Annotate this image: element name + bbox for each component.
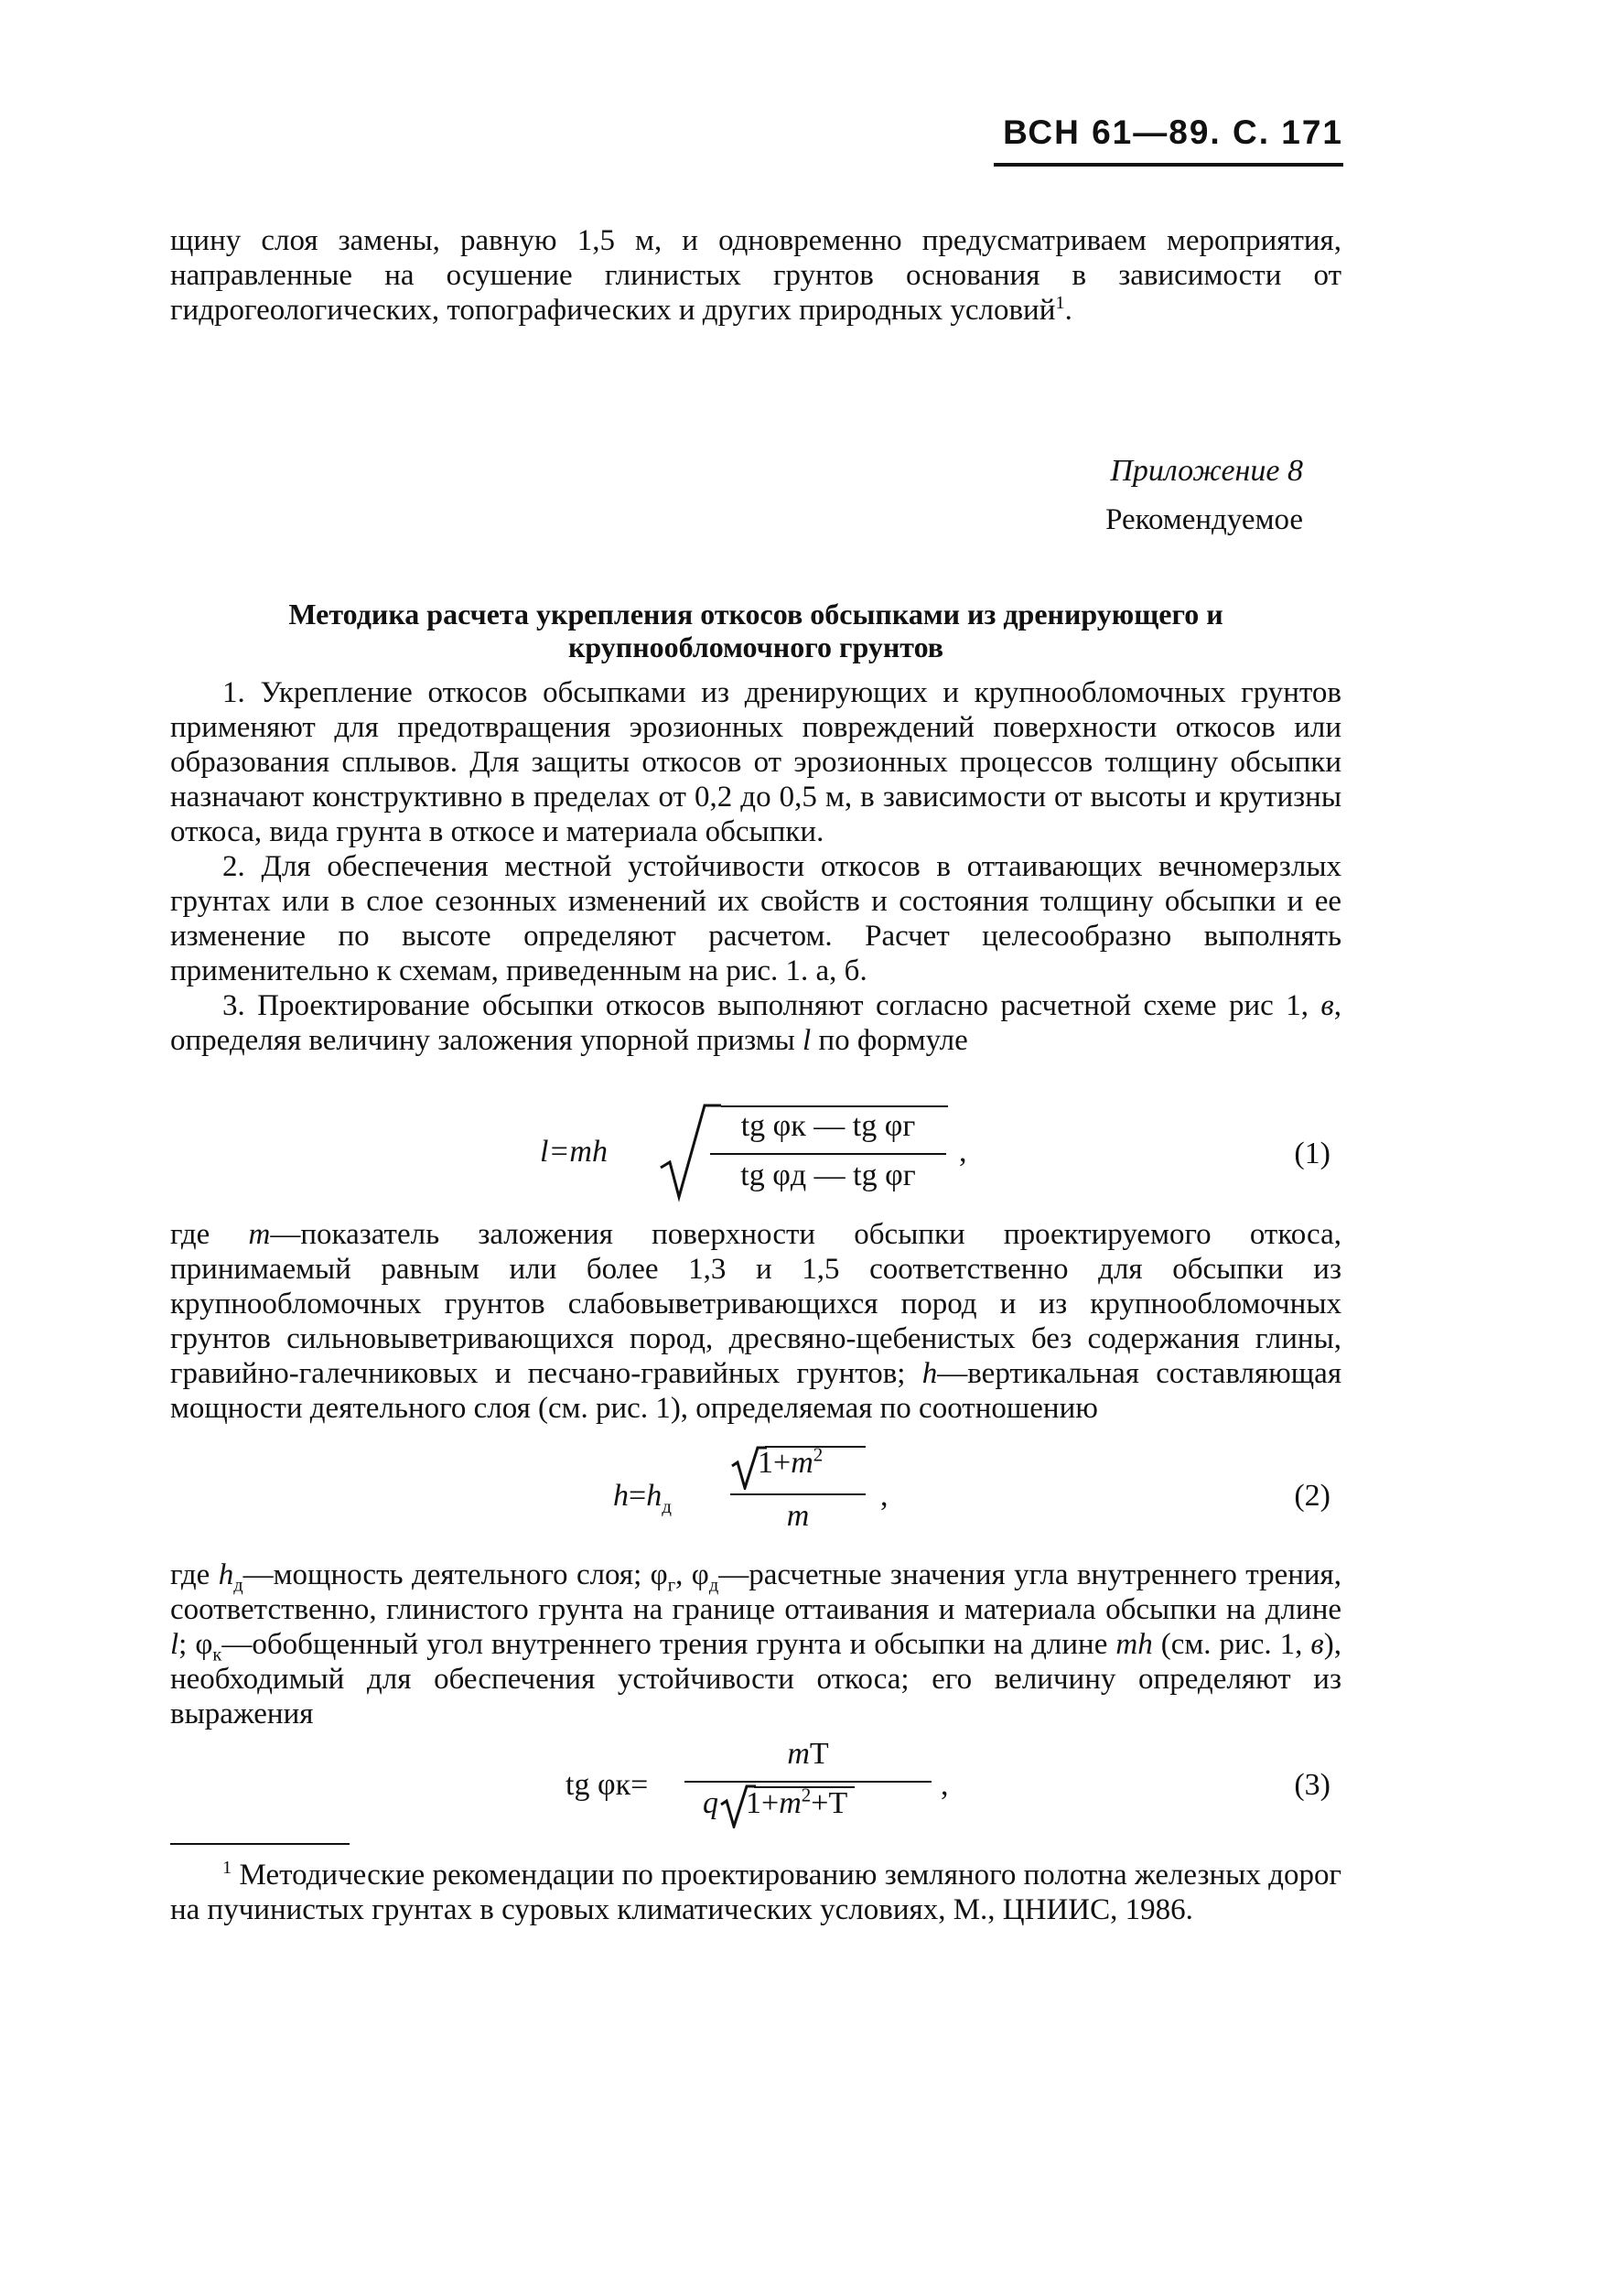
where-lead: где xyxy=(170,1218,249,1251)
equation-number-1: (1) xyxy=(1294,1137,1330,1170)
paragraph-3-text-e: по формуле xyxy=(811,1024,968,1057)
running-header xyxy=(994,113,1343,168)
formula-3-lhs: tg φк= xyxy=(566,1768,649,1802)
formula-2-lhs xyxy=(613,1479,672,1517)
footnote-ref: 1 xyxy=(1055,293,1065,313)
continuation-paragraph xyxy=(170,223,1341,328)
symbol-h-definition: —вертикальная составляющая мощности деятельного слоя (см. рис. 1), определяемая по соотношению xyxy=(170,1357,1341,1425)
formula-3-den-q: q xyxy=(703,1786,718,1820)
formula-2-explanation xyxy=(170,1558,1341,1731)
formula-2-numerator xyxy=(758,1443,824,1481)
appendix-label: Приложение 8 xyxy=(1110,454,1303,488)
formula-3-comma: , xyxy=(941,1768,949,1802)
equation-number-3: (3) xyxy=(1294,1768,1330,1802)
formula-2-num-m: m xyxy=(791,1446,813,1480)
symbol-v: в xyxy=(1310,1628,1324,1661)
header-rule xyxy=(994,163,1343,167)
formula-2-num-sup: 2 xyxy=(813,1443,824,1466)
symbol-h: h xyxy=(921,1357,938,1390)
paragraph-3 xyxy=(170,988,1341,1058)
explanation-text-2: , φ xyxy=(675,1558,709,1591)
paragraph-3-text-c: , определяя величину заложения упорной призмы xyxy=(170,989,1341,1057)
section-body-1 xyxy=(170,675,1341,1058)
formula-1 xyxy=(540,1102,970,1202)
fraction-bar xyxy=(684,1781,932,1783)
formula-2-h: h xyxy=(613,1479,629,1513)
appendix-status: Рекомендуемое xyxy=(1105,503,1303,536)
formula-3-num-m: m xyxy=(787,1737,810,1771)
symbol-m: m xyxy=(248,1218,271,1251)
symbol-m-definition: —показатель заложения поверхности обсыпки проектируемого откоса, принимаемый равным или более 1,3 и 1,5 соответственно для обсыпки из крупнообломочных грунтов слабовыветривающихся пород и из крупнообломочных грунтов сильновыветривающихся пород, дресвяно-щебенистых без содержания глины, гравийно-галечниковых и песчано-гравийных грунтов; xyxy=(170,1218,1341,1390)
continuation-end: . xyxy=(1064,294,1072,327)
paragraph-1: 1. Укрепление откосов обсыпками из дренирующих и крупнообломочных грунтов применяют для предотвращения эрозионных повреждений поверхности откосов или образования сплывов. Для защиты откосов от эрозионных процессов толщину обсыпки назначают конструктивно в пределах от 0,2 до 0,5 м, в зависимости от высоты и крутизны откоса, вида грунта в откосе и материала обсыпки. xyxy=(170,676,1341,848)
formula-2-hd-sub: д xyxy=(662,1494,672,1517)
formula-2-hd: h xyxy=(646,1479,662,1513)
formula-3-numerator xyxy=(684,1737,932,1772)
paragraph-3-var-v: в xyxy=(1320,989,1334,1022)
formula-1-explanation xyxy=(170,1217,1341,1426)
formula-1-numerator: tg φк — tg φг xyxy=(740,1109,916,1143)
paragraph-3-var-l: l xyxy=(802,1024,812,1057)
paragraph-3-text-a: 3. Проектирование обсыпки откосов выполняют согласно расчетной схеме рис 1, xyxy=(222,989,1321,1022)
formula-3-den-b: +T xyxy=(811,1786,848,1820)
symbol-hd-sub: д xyxy=(233,1575,243,1596)
symbol-hd: h xyxy=(218,1558,234,1591)
radical-overbar xyxy=(721,1105,948,1107)
footnote-marker: 1 xyxy=(222,1858,232,1878)
formula-3-den-m: m xyxy=(779,1786,802,1820)
radical-sign xyxy=(657,1102,721,1202)
footnote xyxy=(170,1858,1341,1927)
sub-g: г xyxy=(667,1575,676,1596)
continuation-text: щину слоя замены, равную 1,5 м, и одновременно предусматриваем мероприятия, направленные на осушение глинистых грунтов основания в зависимости от гидрогеологических, топографических и других природных условий xyxy=(170,224,1341,327)
formula-3-den-a: 1+ xyxy=(746,1786,780,1820)
formula-2-num-a: 1+ xyxy=(758,1446,792,1480)
fraction-bar xyxy=(710,1153,946,1155)
paragraph-2: 2. Для обеспечения местной устойчивости откосов в оттаивающих вечномерзлых грунтах или в слое сезонных изменений их свойств и состояния толщину обсыпки и ее изменение по высоте определяют расчетом. Расчет целесообразно выполнять применительно к схемам, приведенным на рис. 1. а, б. xyxy=(170,850,1341,987)
equation-number-2: (2) xyxy=(1294,1479,1330,1513)
footnote-rule xyxy=(170,1843,350,1845)
sub-d: д xyxy=(708,1575,719,1596)
fraction-bar xyxy=(730,1493,866,1495)
explanation-text-6: (см. рис. 1, xyxy=(1152,1628,1311,1661)
where-lead: где xyxy=(170,1558,219,1591)
symbol-mh: mh xyxy=(1115,1628,1153,1661)
formula-3-denominator xyxy=(703,1786,847,1821)
section-title: Методика расчета укрепления откосов обсыпками из дренирующего и крупнообломочного грунтов xyxy=(288,598,1223,663)
sub-k: к xyxy=(212,1644,222,1665)
formula-2-eq: = xyxy=(629,1479,647,1513)
symbol-l: l xyxy=(170,1628,179,1661)
formula-1-denominator: tg φд — tg φг xyxy=(740,1159,916,1192)
explanation-text-7: ), необходимый для обеспечения устойчивости откоса; его величину определяют из выражения xyxy=(170,1628,1341,1730)
formula-3-num-t: T xyxy=(809,1737,829,1771)
explanation-text-1: —мощность деятельного слоя; φ xyxy=(242,1558,668,1591)
explanation-text-3: —расчетные значения угла внутреннего трения, соответственно, глинистого грунта на границе оттаивания и материала обсыпки на длине xyxy=(170,1558,1341,1626)
explanation-text-4: ; φ xyxy=(178,1628,213,1661)
explanation-text-5: —обобщенный угол внутреннего трения грунта и обсыпки на длине xyxy=(221,1628,1116,1661)
formula-1-lhs: l=mh xyxy=(540,1135,608,1169)
formula-3 xyxy=(566,1737,950,1838)
formula-2-comma: , xyxy=(880,1479,889,1513)
formula-3-den-sup: 2 xyxy=(801,1784,812,1806)
formula-2 xyxy=(613,1444,915,1545)
footnote-text: Методические рекомендации по проектированию земляного полотна железных дорог на пучинистых грунтах в суровых климатических условиях, М., ЦНИИС, 1986. xyxy=(170,1859,1342,1926)
footnote-text-block xyxy=(170,1858,1341,1927)
formula-1-comma: , xyxy=(959,1135,967,1169)
formula-2-denominator: m xyxy=(786,1499,810,1533)
running-title: ВСН 61—89. С. 171 xyxy=(1003,113,1343,151)
